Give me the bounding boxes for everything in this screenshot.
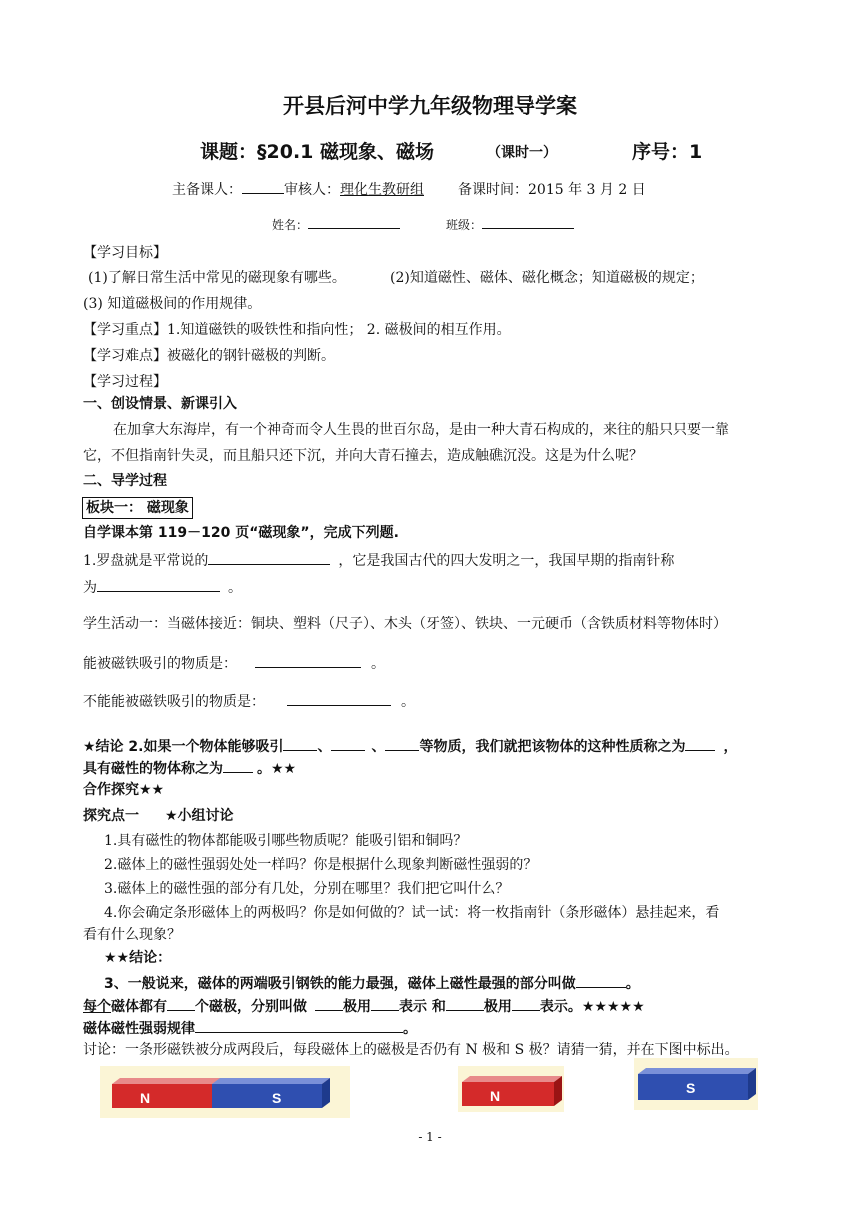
compass-name-blank[interactable] — [208, 549, 330, 565]
difficulty: 【学习难点】被磁化的钢针磁极的判断。 — [83, 348, 335, 364]
pole-name-blank-2[interactable] — [446, 995, 484, 1011]
main-teacher-label: 主备课人： — [172, 182, 242, 198]
discussion-question-3: 3.磁体上的磁性强的部分有几处，分别在哪里？我们把它叫什么？ — [104, 881, 510, 897]
process-heading: 【学习过程】 — [83, 374, 167, 390]
strength-rule-blank[interactable] — [195, 1017, 403, 1033]
intro-paragraph-line-1: 在加拿大东海岸，有一个神奇而令人生畏的世百尔岛，是由一种大青石构成的，来往的船只只要一靠 — [113, 422, 729, 438]
class-field[interactable] — [482, 216, 574, 229]
cooperative-inquiry-heading: 合作探究★★ — [83, 782, 165, 798]
magnet-term-blank[interactable] — [223, 757, 253, 773]
student-info-line — [272, 216, 574, 234]
conclusion-label: ★★结论： — [104, 950, 172, 966]
magnetic-pole-blank[interactable] — [576, 972, 626, 988]
page-number: - 1 - — [418, 1130, 442, 1144]
south-piece-figure — [634, 1058, 758, 1110]
question-1-line-1: 1.罗盘就是平常说的 ，它是我国古代的四大发明之一，我国早期的指南针称 — [83, 549, 674, 571]
discussion-prompt: 讨论：一条形磁铁被分成两段后，每段磁体上的磁极是否仍有 N 极和 S 极？请猜一猜，并在下图中标出。 — [83, 1042, 739, 1058]
non-attracted-materials-blank[interactable] — [287, 690, 391, 706]
objective-1: (1)了解日常生活中常见的磁现象有哪些。 — [88, 270, 346, 286]
name-field[interactable] — [308, 216, 400, 229]
south-pole-half — [212, 1084, 322, 1108]
serial-number: 序号：1 — [632, 141, 703, 163]
name-label: 姓名： — [272, 218, 309, 232]
section-2-heading: 二、导学过程 — [83, 473, 167, 489]
non-attracted-materials-line: 不能能被磁铁吸引的物质是： 。 — [83, 690, 415, 712]
prep-time: 备课时间：2015 年 3 月 2 日 — [458, 182, 646, 198]
north-pole-half — [112, 1084, 212, 1108]
strength-rule-line: 磁体磁性强弱规律 。 — [83, 1017, 417, 1039]
magnetic-material-blank-2[interactable] — [331, 735, 365, 751]
explore-point-1: 探究点一 ★小组讨论 — [83, 808, 234, 824]
north-piece-n-label: N — [490, 1088, 501, 1104]
pole-name-blank-1[interactable] — [315, 995, 343, 1011]
south-piece-bar — [634, 1058, 758, 1110]
north-piece-body — [462, 1082, 554, 1106]
intro-paragraph-line-2: 它，不但指南针失灵，而且船只还下沉，并向大青石撞去，造成触礁沉没。这是为什么呢？ — [83, 448, 643, 464]
question-1-line-2: 为 。 — [83, 576, 242, 598]
discussion-question-4-line-1: 4.你会确定条形磁体上的两极吗？你是如何做的？试一试：将一枚指南针（条形磁体）悬挂起来，看 — [104, 905, 720, 921]
conclusion-2-line-2: 具有磁性的物体称之为 。★★ — [83, 757, 296, 779]
pole-symbol-blank-2[interactable] — [512, 995, 540, 1011]
north-piece-bar — [458, 1066, 564, 1112]
objective-2: (2)知道磁性、磁体、磁化概念；知道磁极的规定； — [390, 270, 704, 286]
page-title: 开县后河中学九年级物理导学案 — [283, 94, 577, 118]
south-piece-s-label: S — [686, 1080, 696, 1096]
reviewer-label: 审核人： — [284, 182, 340, 198]
discussion-question-1: 1.具有磁性的物体都能吸引哪些物质呢？能吸引铝和铜吗？ — [104, 833, 468, 849]
conclusion-3-line: 3、一般说来，磁体的两端吸引钢铁的能力最强，磁体上磁性最强的部分叫做 。 — [104, 972, 640, 994]
student-activity-1: 学生活动一：当磁体接近：铜块、塑料（尺子）、木头（牙签）、铁块、一元硬币（含铁质材料等物体时） — [83, 616, 727, 632]
whole-magnet-figure — [100, 1066, 350, 1118]
objective-3: (3) 知道磁极间的作用规律。 — [83, 296, 262, 312]
conclusion-2-line-1: ★结论 2.如果一个物体能够吸引 、 、 等物质，我们就把该物体的这种性质称之为 ， — [83, 735, 737, 757]
north-piece-figure — [458, 1066, 564, 1112]
discussion-question-2: 2.磁体上的磁性强弱处处一样吗？你是根据什么现象判断磁性强弱的？ — [104, 857, 538, 873]
s-label: S — [272, 1090, 282, 1106]
reviewer-value: 理化生教研组 — [340, 182, 424, 198]
poles-line: 每个磁体都有 个磁极，分别叫做 极用 表示 和 极用 表示。★★★★★ — [83, 995, 645, 1017]
whole-magnet-bar — [100, 1066, 350, 1118]
magnetic-material-blank-1[interactable] — [283, 735, 317, 751]
discussion-question-4-line-2: 看有什么现象？ — [83, 927, 181, 943]
prep-info-line — [172, 178, 646, 200]
class-label: 班级： — [446, 218, 483, 232]
lesson-title: 课题：§20.1 磁现象、磁场 — [200, 141, 434, 163]
pole-symbol-blank-1[interactable] — [371, 995, 399, 1011]
attracted-materials-line: 能被磁铁吸引的物质是： 。 — [83, 652, 385, 674]
pole-count-blank[interactable] — [167, 995, 195, 1011]
key-points: 【学习重点】1.知道磁铁的吸铁性和指向性； 2. 磁极间的相互作用。 — [83, 322, 511, 338]
magnetism-term-blank[interactable] — [685, 735, 715, 751]
main-teacher-blank[interactable] — [242, 178, 284, 194]
lesson-period: （课时一） — [487, 145, 557, 161]
n-label: N — [140, 1090, 151, 1106]
objectives-heading: 【学习目标】 — [83, 245, 167, 261]
magnetic-material-blank-3[interactable] — [385, 735, 419, 751]
self-study-instruction: 自学课本第 119－120 页“磁现象”，完成下列题. — [83, 525, 399, 541]
attracted-materials-blank[interactable] — [255, 652, 361, 668]
early-compass-blank[interactable] — [97, 576, 220, 592]
block-label: 板块一： 磁现象 — [82, 497, 193, 519]
section-1-heading: 一、创设情景、新课引入 — [83, 396, 237, 412]
